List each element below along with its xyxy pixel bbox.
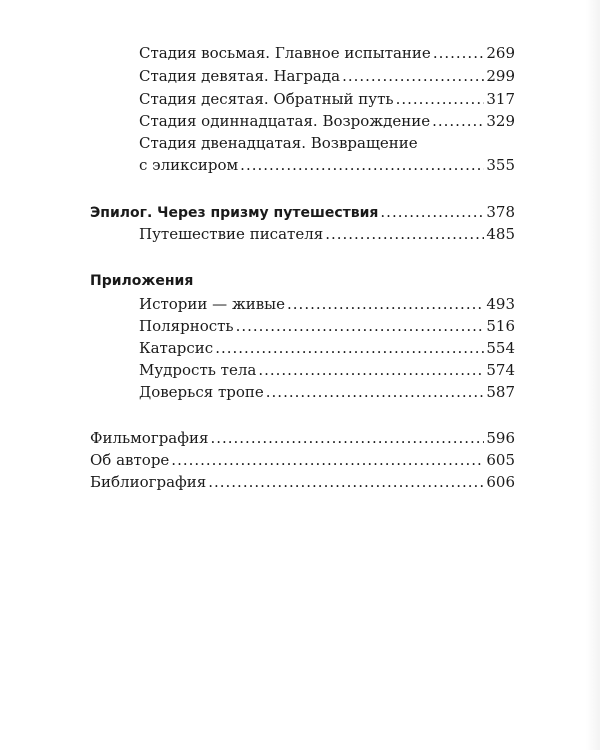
leader-dots xyxy=(325,225,484,243)
toc-entry-stage-12-line1[interactable]: Стадия двенадцатая. Возвращение xyxy=(139,134,418,152)
leader-dots xyxy=(432,112,484,130)
toc-entry-page: 516 xyxy=(486,317,515,335)
toc-entry-title: Стадия восьмая. Главное испытание xyxy=(139,44,431,62)
leader-dots xyxy=(396,90,485,108)
toc-entry-title: Библиография xyxy=(90,473,207,491)
toc-entry-epilogue[interactable] xyxy=(90,203,515,222)
toc-entry-page: 574 xyxy=(486,361,515,379)
appendices-heading: Приложения xyxy=(90,273,194,289)
toc-entry-page: 299 xyxy=(486,67,515,85)
toc-entry-writers-journey[interactable] xyxy=(139,225,515,243)
toc-entry-appendix[interactable] xyxy=(139,317,515,335)
toc-entry-page: 269 xyxy=(486,44,515,62)
toc-entry-page: 587 xyxy=(486,383,515,401)
toc-entry-page: 606 xyxy=(486,473,515,491)
toc-entry-appendix[interactable] xyxy=(139,361,515,379)
leader-dots xyxy=(240,156,484,174)
toc-entry-title: Доверься тропе xyxy=(139,383,264,401)
leader-dots xyxy=(258,361,484,379)
leader-dots xyxy=(380,203,484,221)
toc-entry-bibliography[interactable] xyxy=(90,473,515,491)
toc-entry-title: Стадия девятая. Награда xyxy=(139,67,341,85)
toc-entry-stage-12[interactable] xyxy=(139,156,515,174)
toc-entry-title: Об авторе xyxy=(90,451,170,469)
toc-entry-appendix[interactable] xyxy=(139,339,515,357)
toc-entry-page: 493 xyxy=(486,295,515,313)
toc-entry-title: Полярность xyxy=(139,317,234,335)
leader-dots xyxy=(287,295,484,313)
leader-dots xyxy=(210,429,484,447)
toc-entry-title: Истории — живые xyxy=(139,295,286,313)
toc-entry-appendix[interactable] xyxy=(139,295,515,313)
toc-entry-title: Стадия десятая. Обратный путь xyxy=(139,90,394,108)
toc-entry-page: 485 xyxy=(486,225,515,243)
toc-entry-page: 596 xyxy=(486,429,515,447)
toc-entry-stage-8[interactable] xyxy=(139,44,515,62)
toc-entry-page: 605 xyxy=(486,451,515,469)
leader-dots xyxy=(215,339,484,357)
toc-entry-title: с эликсиром xyxy=(139,156,239,174)
toc-entry-title: Эпилог. Через призму путешествия xyxy=(90,205,379,221)
toc-entry-filmography[interactable] xyxy=(90,429,515,447)
toc-entry-stage-11[interactable] xyxy=(139,112,515,130)
toc-entry-page: 554 xyxy=(486,339,515,357)
toc-entry-stage-10[interactable] xyxy=(139,90,515,108)
toc-entry-page: 355 xyxy=(486,156,515,174)
leader-dots xyxy=(342,67,484,85)
toc-entry-stage-9[interactable] xyxy=(139,67,515,85)
toc-entry-page: 329 xyxy=(486,112,515,130)
toc-entry-title: Фильмография xyxy=(90,429,209,447)
toc-entry-title: Мудрость тела xyxy=(139,361,257,379)
leader-dots xyxy=(433,44,485,62)
leader-dots xyxy=(208,473,484,491)
leader-dots xyxy=(236,317,485,335)
page-edge-shadow xyxy=(586,0,600,750)
toc-entry-title: Путешествие писателя xyxy=(139,225,324,243)
leader-dots xyxy=(171,451,484,469)
toc-entry-about-author[interactable] xyxy=(90,451,515,469)
toc-entry-title: Катарсис xyxy=(139,339,214,357)
leader-dots xyxy=(266,383,485,401)
toc-entry-title: Стадия одиннадцатая. Возрождение xyxy=(139,112,431,130)
toc-entry-page: 317 xyxy=(486,90,515,108)
toc-entry-page: 378 xyxy=(486,203,515,221)
toc-entry-appendix[interactable] xyxy=(139,383,515,401)
